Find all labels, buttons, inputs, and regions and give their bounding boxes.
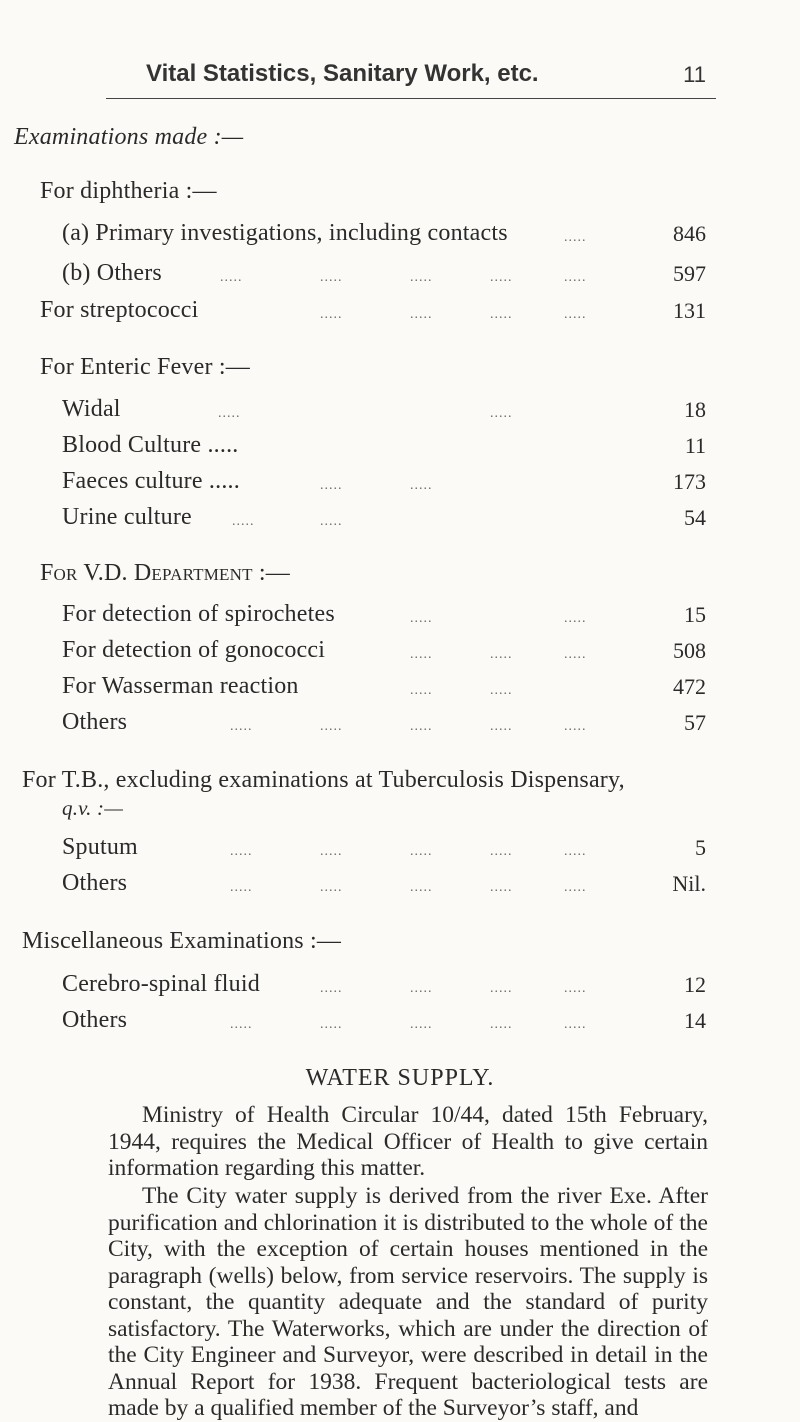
leader-dots: .....: [564, 880, 587, 895]
diphtheria-primary-value: 846: [673, 221, 706, 246]
leader-dots: .....: [490, 406, 513, 421]
leader-dots: .....: [490, 1017, 513, 1032]
leader-dots: .....: [230, 880, 253, 895]
misc-label: Miscellaneous Examinations :—: [22, 928, 342, 954]
leader-dots: .....: [218, 406, 241, 421]
leader-dots: .....: [490, 683, 513, 698]
leader-dots: .....: [410, 880, 433, 895]
tb-label-cont: q.v. :—: [62, 796, 124, 820]
streptococci-label: For streptococci: [40, 297, 199, 323]
leader-dots: .....: [320, 719, 343, 734]
leader-dots: .....: [410, 307, 433, 322]
enteric-urine-value: 54: [684, 505, 706, 530]
paragraph-text: Ministry of Health Circular 10/44, dated 15th February, 1944, requires the Medical Officer of Health to give certain information regarding this matter.: [108, 1102, 708, 1181]
diphtheria-others-label: (b) Others: [62, 260, 162, 286]
leader-dots: .....: [490, 307, 513, 322]
leader-dots: .....: [232, 514, 255, 529]
leader-dots: .....: [564, 844, 587, 859]
leader-dots: .....: [564, 1017, 587, 1032]
vd-label: For V.D. Department :—: [40, 560, 290, 586]
enteric-widal-label: Widal: [62, 396, 121, 422]
leader-dots: .....: [564, 307, 587, 322]
tb-others-label: Others: [62, 870, 128, 896]
leader-dots: .....: [490, 270, 513, 285]
diphtheria-others-value: 597: [673, 261, 706, 286]
streptococci-value: 131: [673, 298, 706, 323]
leader-dots: .....: [410, 981, 433, 996]
leader-dots: .....: [490, 844, 513, 859]
enteric-blood-label: Blood Culture .....: [62, 432, 239, 458]
leader-dots: .....: [230, 1017, 253, 1032]
leader-dots: .....: [564, 647, 587, 662]
enteric-label: For Enteric Fever :—: [40, 354, 250, 380]
vd-wasserman-value: 472: [673, 674, 706, 699]
leader-dots: .....: [410, 683, 433, 698]
water-supply-paragraph-2: [108, 1183, 708, 1422]
leader-dots: .....: [320, 478, 343, 493]
misc-others-label: Others: [62, 1007, 128, 1033]
leader-dots: .....: [230, 844, 253, 859]
leader-dots: .....: [320, 514, 343, 529]
leader-dots: .....: [410, 844, 433, 859]
tb-label: For T.B., excluding examinations at Tuberculosis Dispensary,: [22, 767, 625, 793]
leader-dots: .....: [320, 1017, 343, 1032]
vd-gonococci-value: 508: [673, 638, 706, 663]
tb-sputum-value: 5: [695, 835, 706, 860]
leader-dots: .....: [410, 1017, 433, 1032]
vd-spirochetes-value: 15: [684, 602, 706, 627]
paragraph-text: The City water supply is derived from the river Exe. After purification and chlorination it is distributed to the whole of the City, with the exception of certain houses mentioned in the paragraph (wells) below, from service reservoirs. The supply is constant, the quantity adequate and the standard of purity satisfactory. The Waterworks, which are under the direction of the City Engineer and Surveyor, were described in detail in the Annual Report for 1938. Frequent bacteriological tests are made by a qualified member of the Surveyor’s staff, and: [108, 1183, 708, 1421]
diphtheria-label: For diphtheria :—: [40, 178, 217, 204]
tb-sputum-label: Sputum: [62, 834, 138, 860]
water-supply-paragraph-1: [108, 1102, 708, 1182]
leader-dots: .....: [410, 478, 433, 493]
leader-dots: .....: [490, 981, 513, 996]
tb-others-value: Nil.: [672, 871, 706, 896]
leader-dots: .....: [220, 270, 243, 285]
vd-others-label: Others: [62, 709, 128, 735]
page-number: 11: [683, 62, 706, 87]
misc-others-value: 14: [684, 1008, 706, 1033]
leader-dots: .....: [564, 611, 587, 626]
leader-dots: .....: [410, 270, 433, 285]
vd-wasserman-label: For Wasserman reaction: [62, 673, 299, 699]
leader-dots: .....: [320, 844, 343, 859]
misc-csf-label: Cerebro-spinal fluid: [62, 971, 260, 997]
enteric-urine-label: Urine culture: [62, 504, 192, 530]
vd-others-value: 57: [684, 710, 706, 735]
leader-dots: .....: [564, 719, 587, 734]
leader-dots: .....: [564, 230, 587, 245]
leader-dots: .....: [410, 647, 433, 662]
leader-dots: .....: [490, 647, 513, 662]
misc-csf-value: 12: [684, 972, 706, 997]
leader-dots: .....: [320, 880, 343, 895]
header-rule: [106, 98, 716, 99]
leader-dots: .....: [564, 270, 587, 285]
leader-dots: .....: [320, 981, 343, 996]
diphtheria-primary-label: (a) Primary investigations, including contacts: [62, 220, 508, 246]
leader-dots: .....: [410, 719, 433, 734]
enteric-blood-value: 11: [684, 433, 706, 458]
enteric-faeces-value: 173: [673, 469, 706, 494]
leader-dots: .....: [490, 880, 513, 895]
leader-dots: .....: [320, 270, 343, 285]
leader-dots: .....: [490, 719, 513, 734]
leader-dots: .....: [230, 719, 253, 734]
examinations-heading: Examinations made :—: [14, 124, 244, 150]
enteric-faeces-label: Faeces culture .....: [62, 468, 240, 494]
water-supply-title: WATER SUPPLY.: [305, 1065, 495, 1091]
leader-dots: .....: [564, 981, 587, 996]
leader-dots: .....: [410, 611, 433, 626]
page-header: [146, 60, 716, 100]
vd-gonococci-label: For detection of gonococci: [62, 637, 326, 663]
vd-spirochetes-label: For detection of spirochetes: [62, 601, 335, 627]
running-title: Vital Statistics, Sanitary Work, etc.: [146, 60, 539, 87]
enteric-widal-value: 18: [684, 397, 706, 422]
leader-dots: .....: [320, 307, 343, 322]
